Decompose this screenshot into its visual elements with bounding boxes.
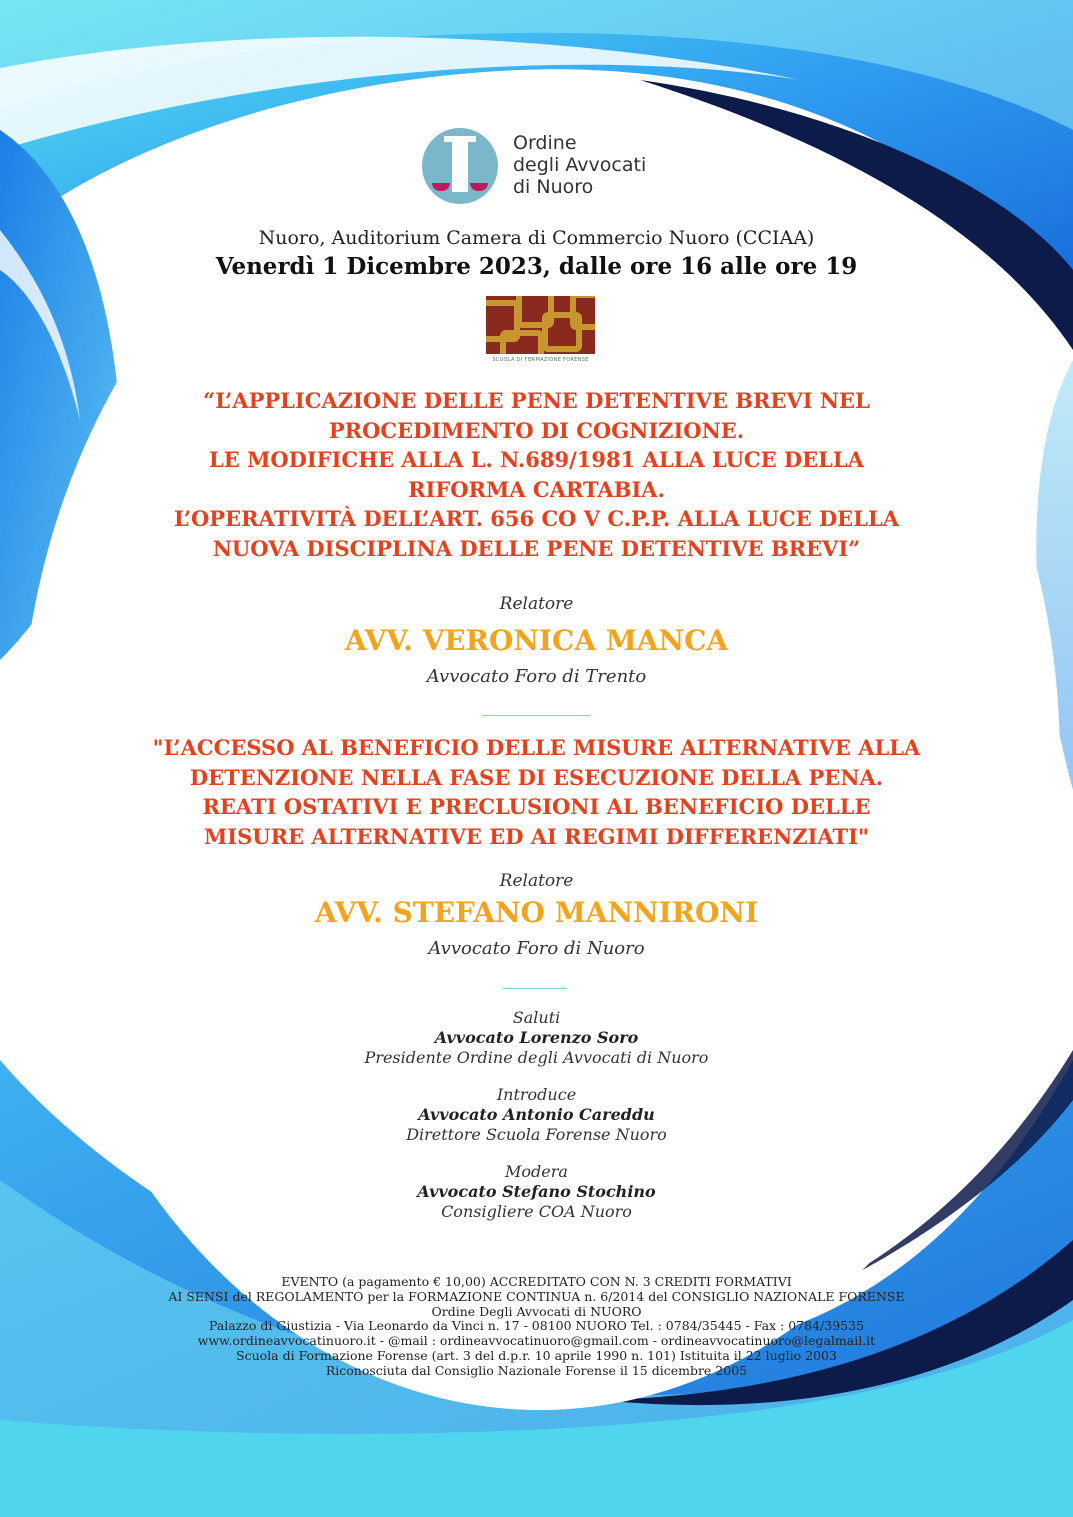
- talk2-speaker: AVV. STEFANO MANNIRONI: [314, 896, 759, 929]
- talk2-speaker-role: Avvocato Foro di Nuoro: [428, 938, 645, 959]
- program-person-role: Consigliere COA Nuoro: [441, 1202, 632, 1221]
- talk1-speaker-role: Avvocato Foro di Trento: [426, 666, 647, 687]
- talk2-title-line: MISURE ALTERNATIVE ED AI REGIMI DIFFERENZIATI": [204, 823, 869, 849]
- program-person-name: Avvocato Antonio Careddu: [418, 1105, 655, 1124]
- event-venue: Nuoro, Auditorium Camera di Commercio Nuoro (CCIAA): [258, 227, 815, 249]
- school-logo-caption: SCUOLA DI FORMAZIONE FORENSE: [492, 357, 589, 363]
- footer-line: Palazzo di Giustizia - Via Leonardo da Vinci n. 17 - 08100 NUORO Tel. : 0784/35445 - Fax : 0784/39535: [208, 1318, 865, 1334]
- talk2-title-line: DETENZIONE NELLA FASE DI ESECUZIONE DELLA PENA.: [189, 764, 884, 790]
- footer-line: AI SENSI del REGOLAMENTO per la FORMAZIONE CONTINUA n. 6/2014 del CONSIGLIO NAZIONALE FORENSE: [168, 1288, 905, 1304]
- talk1-title: [0, 386, 1073, 564]
- footer-line: Riconosciuta dal Consiglio Nazionale Forense il 15 dicembre 2005: [325, 1362, 748, 1378]
- org-logo: [422, 128, 662, 208]
- divider: [503, 988, 567, 989]
- talk1-title-line: PROCEDIMENTO DI COGNIZIONE.: [328, 417, 745, 443]
- school-logo-image: [486, 296, 595, 354]
- talk1-title-line: LE MODIFICHE ALLA L. N.689/1981 ALLA LUCE DELLA: [209, 447, 864, 473]
- talk2-title: [0, 733, 1073, 851]
- footer-line: Ordine Degli Avvocati di NUORO: [431, 1303, 642, 1319]
- program-person-role: Presidente Ordine degli Avvocati di Nuoro: [364, 1048, 709, 1067]
- talk1-relatore-label: Relatore: [499, 594, 574, 614]
- footer-info: [0, 1275, 1073, 1379]
- program-label: Modera: [505, 1162, 568, 1181]
- talk1-title-line: L’OPERATIVITÀ DELL’ART. 656 CO V C.P.P. ALLA LUCE DELLA: [173, 506, 900, 532]
- talk1-title-line: “L’APPLICAZIONE DELLE PENE DETENTIVE BREVI NEL: [203, 388, 870, 413]
- program-saluti: [0, 1008, 1073, 1068]
- talk2-title-line: "L’ACCESSO AL BENEFICIO DELLE MISURE ALTERNATIVE ALLA: [152, 735, 921, 760]
- talk1-title-line: NUOVA DISCIPLINA DELLE PENE DETENTIVE BREVI”: [212, 535, 861, 561]
- footer-line: www.ordineavvocatinuoro.it - @mail : ordineavvocatinuoro@gmail.com - ordineavvocatinuoro@legalmail.it: [197, 1333, 876, 1349]
- footer-line: Scuola di Formazione Forense (art. 3 del d.p.r. 10 aprile 1990 n. 101) Istituita il 22 luglio 2003: [236, 1347, 837, 1363]
- footer-line: EVENTO (a pagamento € 10,00) ACCREDITATO CON N. 3 CREDITI FORMATIVI: [281, 1274, 792, 1289]
- program-person-name: Avvocato Lorenzo Soro: [434, 1028, 639, 1047]
- talk2-relatore-label: Relatore: [499, 871, 574, 891]
- program-label: Introduce: [496, 1085, 577, 1104]
- program-label: Saluti: [512, 1008, 561, 1027]
- program-introduce: [0, 1085, 1073, 1145]
- program-person-role: Direttore Scuola Forense Nuoro: [406, 1125, 667, 1144]
- org-name: [513, 132, 646, 198]
- org-name-line: di Nuoro: [513, 176, 594, 198]
- event-date: Venerdì 1 Dicembre 2023, dalle ore 16 alle ore 19: [215, 253, 858, 280]
- program-modera: [0, 1162, 1073, 1222]
- talk1-speaker: AVV. VERONICA MANCA: [344, 624, 729, 657]
- divider: [482, 715, 590, 716]
- talk2-title-line: REATI OSTATIVI E PRECLUSIONI AL BENEFICIO DELLE: [202, 794, 871, 820]
- org-name-line: Ordine: [513, 132, 577, 154]
- org-name-line: degli Avvocati: [513, 154, 647, 176]
- school-logo: [486, 296, 595, 370]
- talk1-title-line: RIFORMA CARTABIA.: [408, 476, 665, 502]
- column-scales-icon: [422, 128, 498, 204]
- program-person-name: Avvocato Stefano Stochino: [417, 1182, 656, 1201]
